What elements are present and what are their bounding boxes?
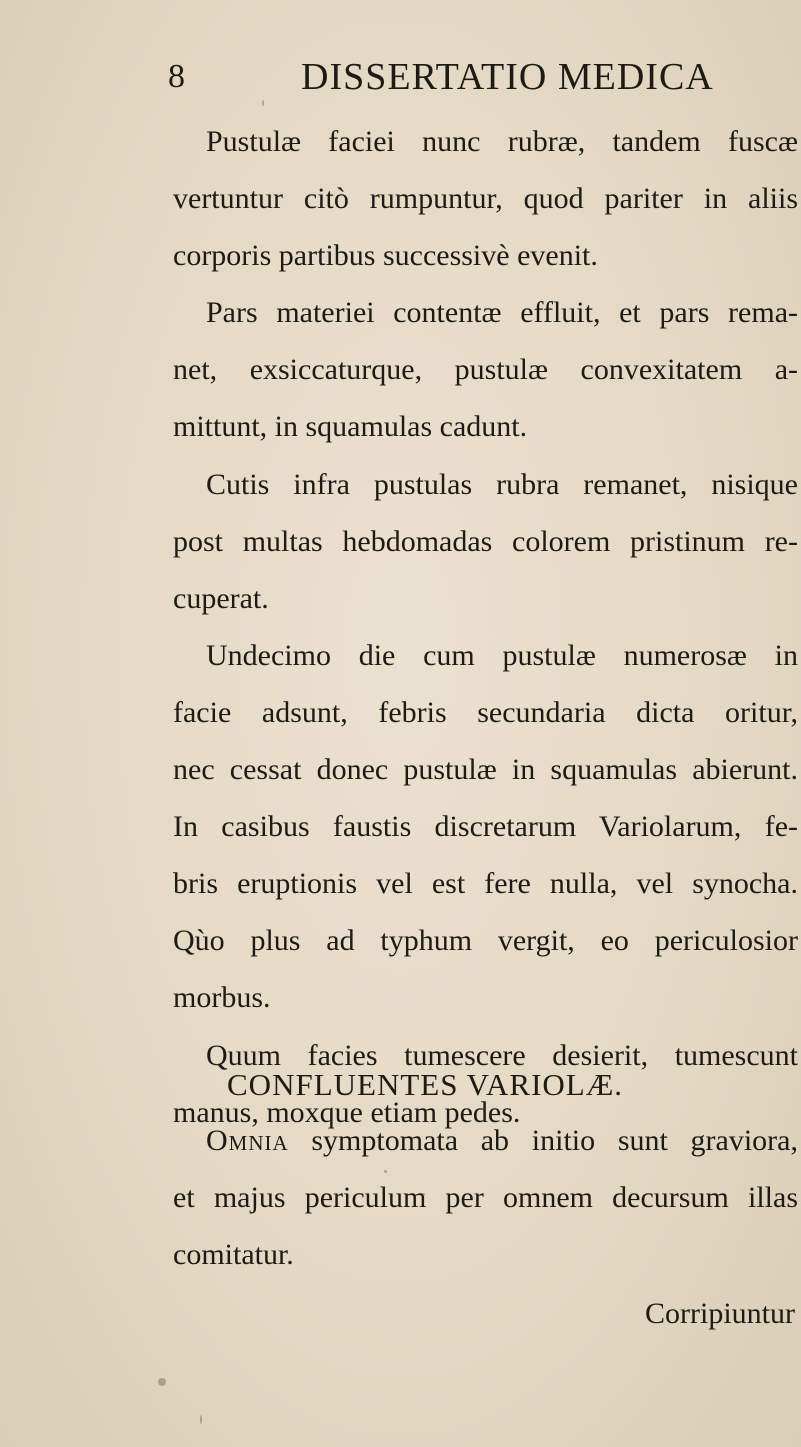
text-line: Qùo plus ad typhum vergit, eo periculosior [173, 924, 798, 958]
paper-speck [422, 1193, 425, 1196]
text-line: In casibus faustis discretarum Variolarum, fe- [173, 810, 798, 844]
text-line: facie adsunt, febris secundaria dicta oritur, [173, 695, 798, 729]
paper-speck [200, 1415, 202, 1424]
text-line: corporis partibus successivè evenit. [173, 239, 598, 273]
paper-speck [384, 1170, 387, 1173]
page-number: 8 [168, 58, 185, 95]
text-line: nec cessat donec pustulæ in squamulas abierunt. [173, 753, 798, 787]
small-caps-word: Omnia [206, 1124, 289, 1157]
catchword: Corripiuntur [645, 1297, 795, 1330]
text-line [173, 1112, 798, 1169]
running-head: DISSERTATIO MEDICA [301, 56, 714, 98]
text-line: Pustulæ faciei nunc rubræ, tandem fuscæ [206, 125, 798, 158]
paper-speck [158, 1378, 166, 1386]
page-header [168, 52, 768, 102]
section-text [173, 1112, 798, 1283]
text-line: manus, moxque etiam pedes. [173, 1095, 521, 1129]
text-line: Quum facies tumescere desierit, tumescunt [206, 1038, 798, 1072]
paper-speck [262, 100, 264, 106]
text-line: morbus. [173, 981, 271, 1015]
main-text [173, 113, 798, 1141]
section-heading: CONFLUENTES VARIOLÆ. [227, 1067, 624, 1102]
text-line: et majus periculum per omnem decursum illas [173, 1181, 798, 1215]
text-fragment: symptomata ab initio sunt graviora, [288, 1124, 798, 1157]
text-line: Cutis infra pustulas rubra remanet, nisique [206, 467, 798, 501]
text-line: bris eruptionis vel est fere nulla, vel synocha. [173, 867, 798, 901]
text-line: mittunt, in squamulas cadunt. [173, 410, 528, 444]
text-line: post multas hebdomadas colorem pristinum re- [173, 524, 798, 558]
text-line: Pars materiei contentæ effluit, et pars rema- [206, 296, 798, 330]
text-line: cuperat. [173, 581, 269, 615]
text-line: comitatur. [173, 1238, 294, 1272]
text-line: Undecimo die cum pustulæ numerosæ in [206, 638, 798, 672]
text-line: net, exsiccaturque, pustulæ convexitatem a- [173, 353, 798, 387]
text-line: vertuntur citò rumpuntur, quod pariter in aliis [173, 182, 798, 216]
